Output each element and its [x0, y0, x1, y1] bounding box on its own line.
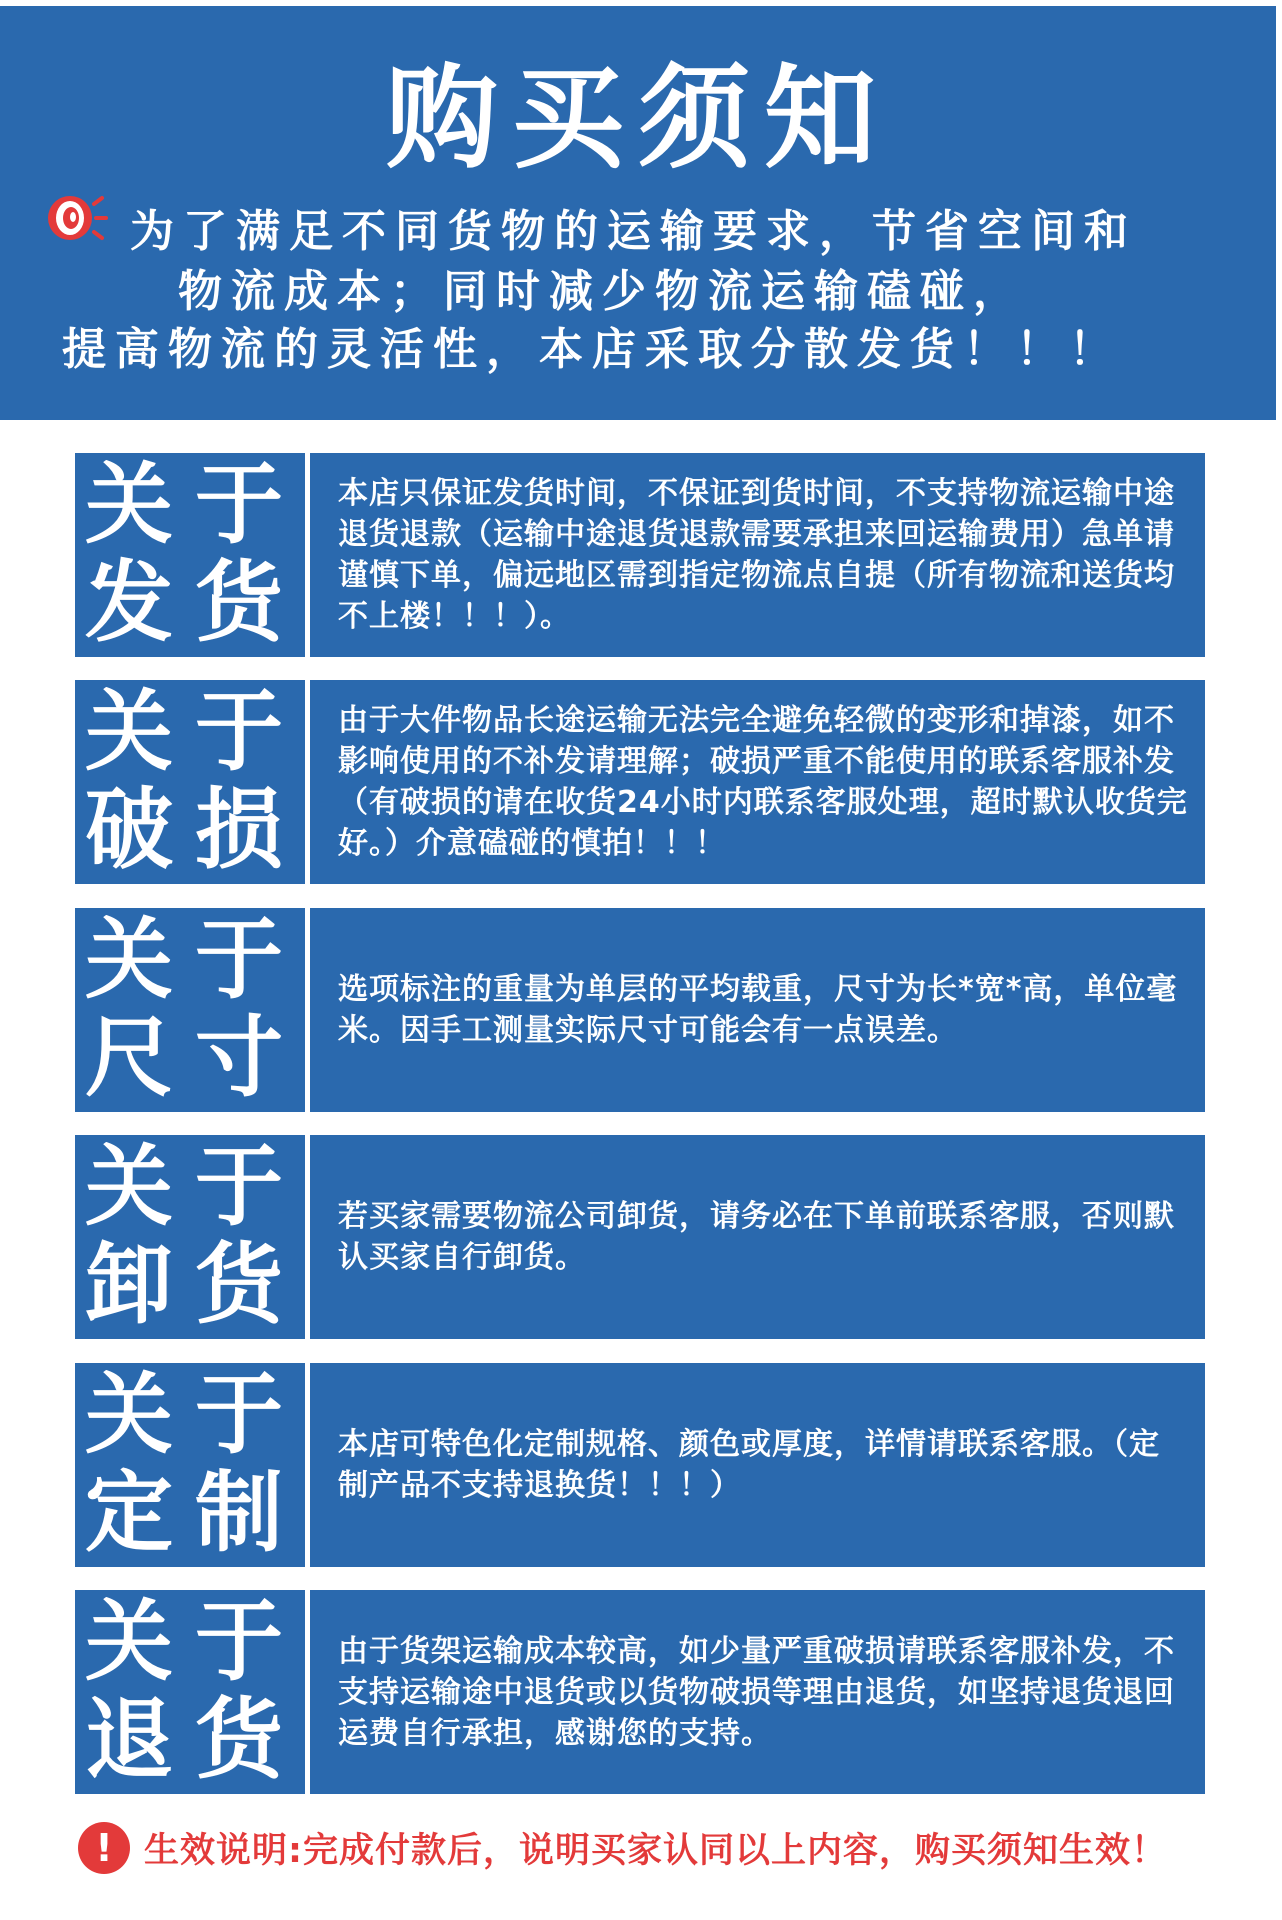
section-label — [75, 908, 305, 1112]
section-returns — [75, 1590, 1205, 1794]
intro-line: 物流成本；同时减少物流运输磕碰， — [178, 266, 1026, 317]
section-label-line: 卸货 — [85, 1233, 306, 1336]
section-label — [75, 1590, 305, 1794]
section-label-line: 关于 — [85, 1135, 306, 1238]
section-label-line: 关于 — [85, 908, 306, 1011]
section-body — [310, 680, 1205, 884]
intro-line: 为了满足不同货物的运输要求，节省空间和 — [130, 206, 1137, 257]
section-label-line: 关于 — [85, 1363, 306, 1466]
intro-line: 提高物流的灵活性，本店采取分散发货！！！ — [62, 324, 1122, 375]
section-damage — [75, 680, 1205, 884]
header-banner — [0, 6, 1276, 420]
section-body — [310, 908, 1205, 1112]
section-text: 若买家需要物流公司卸货，请务必在下单前联系客服，否则默认买家自行卸货。 — [338, 1199, 1175, 1275]
section-label-line: 关于 — [85, 453, 306, 556]
section-label-line: 关于 — [85, 1590, 306, 1693]
section-label-line: 退货 — [85, 1688, 306, 1791]
section-body — [310, 1135, 1205, 1339]
exclamation-icon: ! — [78, 1822, 130, 1874]
section-text: 选项标注的重量为单层的平均载重，尺寸为长*宽*高，单位毫米。因手工测量实际尺寸可能会有一点误差。 — [338, 972, 1178, 1048]
section-label-line: 定制 — [85, 1461, 306, 1564]
section-text: 由于货架运输成本较高，如少量严重破损请联系客服补发，不支持运输途中退货或以货物破损等理由退货，如坚持退货退回运费自行承担，感谢您的支持。 — [338, 1633, 1175, 1751]
section-size — [75, 908, 1205, 1112]
section-label — [75, 1363, 305, 1567]
section-label — [75, 1135, 305, 1339]
effective-notice — [78, 1818, 1228, 1878]
section-label-line: 关于 — [85, 680, 306, 783]
section-label-line: 尺寸 — [85, 1006, 306, 1109]
section-body — [310, 1590, 1205, 1794]
section-body — [310, 1363, 1205, 1567]
speaker-eye-icon — [44, 190, 108, 246]
section-label — [75, 680, 305, 884]
section-customization — [75, 1363, 1205, 1567]
section-label-line: 破损 — [85, 778, 306, 881]
effective-notice-text: 生效说明:完成付款后，说明买家认同以上内容，购买须知生效！ — [144, 1831, 1167, 1871]
section-text: 本店可特色化定制规格、颜色或厚度，详情请联系客服。（定制产品不支持退换货！！！） — [338, 1427, 1160, 1503]
section-label — [75, 453, 305, 657]
section-label-line: 发货 — [85, 551, 306, 654]
page-title: 购买须知 — [386, 54, 890, 184]
section-body — [310, 453, 1205, 657]
section-text: 由于大件物品长途运输无法完全避免轻微的变形和掉漆，如不影响使用的不补发请理解；破损严重不能使用的联系客服补发（有破损的请在收货24小时内联系客服处理，超时默认收货完好。）介意磕碰的慎拍！！！ — [338, 703, 1188, 861]
section-shipping — [75, 453, 1205, 657]
section-unloading — [75, 1135, 1205, 1339]
section-text: 本店只保证发货时间，不保证到货时间，不支持物流运输中途退货退款（运输中途退货退款需要承担来回运输费用）急单请谨慎下单，偏远地区需到指定物流点自提（所有物流和送货均不上楼！！！）。 — [338, 476, 1175, 634]
